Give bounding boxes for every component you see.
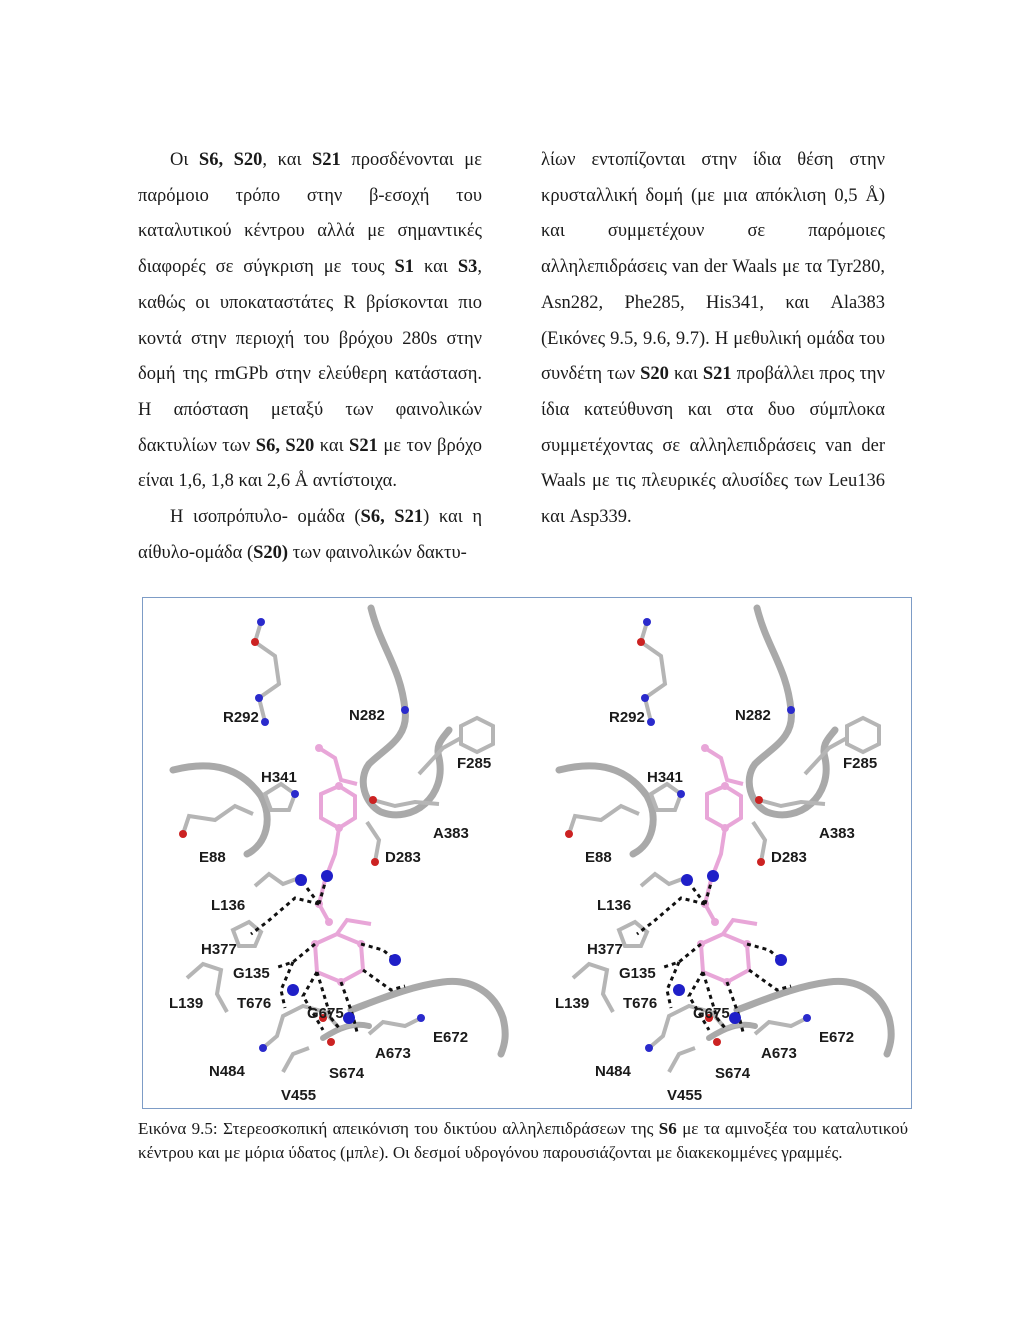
compound-label: S1 bbox=[394, 257, 415, 278]
text-run: ) και η αίθυλο-ομάδα ( bbox=[138, 507, 482, 563]
text-run: Οι bbox=[170, 150, 199, 170]
paragraph-van-der-waals bbox=[541, 143, 885, 536]
label-e88: E88 bbox=[199, 849, 226, 866]
label-d283: D283 bbox=[385, 849, 421, 866]
label-g135: G135 bbox=[619, 965, 656, 982]
compound-label: S21 bbox=[312, 150, 341, 170]
label-n484: N484 bbox=[595, 1063, 631, 1080]
label-h377: H377 bbox=[587, 941, 623, 958]
label-f285: F285 bbox=[843, 755, 878, 772]
label-h341: H341 bbox=[261, 769, 297, 786]
figure-caption bbox=[138, 1117, 908, 1165]
label-h377: H377 bbox=[201, 941, 237, 958]
label-v455: V455 bbox=[667, 1087, 703, 1104]
label-n282: N282 bbox=[349, 707, 385, 724]
label-s674: S674 bbox=[329, 1065, 365, 1082]
caption-text bbox=[138, 1117, 908, 1165]
label-a673: A673 bbox=[375, 1045, 411, 1062]
left-column bbox=[138, 143, 482, 571]
label-a383: A383 bbox=[433, 825, 469, 842]
compound-label: S6, S20 bbox=[255, 435, 315, 456]
compound-label: S6, S20 bbox=[198, 150, 263, 170]
text-run: και bbox=[314, 435, 350, 456]
label-r292: R292 bbox=[223, 709, 259, 726]
label-a673: A673 bbox=[761, 1045, 797, 1062]
label-g135: G135 bbox=[233, 965, 270, 982]
right-column bbox=[541, 143, 885, 536]
label-n484: N484 bbox=[209, 1063, 245, 1080]
label-e88: E88 bbox=[585, 849, 612, 866]
text-run: και bbox=[668, 364, 703, 385]
text-run: με τα αμινοξέα του καταλυτικού κέντρου και με μόρια ύδατος (μπλε). Οι δεσμοί υδρογόνου παρουσιάζονται με διακεκομμένες γραμμές. bbox=[138, 1119, 908, 1162]
paragraph-isopropyl-group bbox=[138, 500, 482, 571]
label-r292: R292 bbox=[609, 709, 645, 726]
text-run: , καθώς οι υποκαταστάτες R βρίσκονται πιο κοντά στην περιοχή του βρόχου 280s στην δομή της rmGPb στην ελεύθερη κατάσταση. Η απόσταση μεταξύ των φαινολικών δακτυλίων των bbox=[138, 257, 482, 456]
label-l136: L136 bbox=[211, 897, 246, 914]
compound-label: S6, S21 bbox=[360, 507, 424, 528]
label-f285: F285 bbox=[457, 755, 492, 772]
label-g675: G675 bbox=[307, 1005, 344, 1022]
text-run: προβάλλει προς την ίδια κατεύθυνση και στα δυο σύμπλοκα συμμετέχοντας σε αλληλεπιδράσεις van der Waals με τις πλευρικές αλυσίδες των Leu136 και Asp339. bbox=[541, 364, 885, 528]
label-t676: T676 bbox=[623, 995, 658, 1012]
label-n282: N282 bbox=[735, 707, 771, 724]
label-t676: T676 bbox=[237, 995, 272, 1012]
compound-label: S6 bbox=[658, 1119, 677, 1138]
label-d283: D283 bbox=[771, 849, 807, 866]
label-a383: A383 bbox=[819, 825, 855, 842]
text-run: με τον βρόχο είναι 1,6, 1,8 και 2,6 Å αντίστοιχα. bbox=[138, 435, 482, 492]
label-v455: V455 bbox=[281, 1087, 317, 1104]
text-run: , και bbox=[262, 150, 313, 170]
label-l136: L136 bbox=[597, 897, 632, 914]
label-s674: S674 bbox=[715, 1065, 751, 1082]
label-l139: L139 bbox=[169, 995, 204, 1012]
compound-label: S3 bbox=[457, 257, 478, 278]
label-g675: G675 bbox=[693, 1005, 730, 1022]
text-run: Εικόνα 9.5: Στερεοσκοπική απεικόνιση του δικτύου αλληλεπιδράσεων της bbox=[138, 1119, 659, 1138]
stereo-view-svg bbox=[143, 598, 912, 1109]
text-run: και bbox=[414, 257, 458, 278]
compound-label: S21 bbox=[349, 435, 378, 456]
stereo-figure bbox=[142, 597, 912, 1109]
compound-label: S20) bbox=[253, 542, 289, 563]
label-e672: E672 bbox=[433, 1029, 469, 1046]
compound-label: S20 bbox=[640, 364, 669, 385]
label-l139: L139 bbox=[555, 995, 590, 1012]
text-run: των φαινολικών δακτυ- bbox=[288, 542, 467, 563]
label-h341: H341 bbox=[647, 769, 683, 786]
label-e672: E672 bbox=[819, 1029, 855, 1046]
paragraph-binding-similarity bbox=[138, 143, 482, 500]
compound-label: S21 bbox=[702, 364, 732, 385]
text-run: Η ισοπρόπυλο- ομάδα ( bbox=[170, 507, 361, 528]
text-run: προσδένονται με παρόμοιο τρόπο στην β-εσοχή του καταλυτικού κέντρου αλλά με σημαντικές διαφορές σε σύγκριση με τους bbox=[138, 150, 482, 278]
text-run: λίων εντοπίζονται στην ίδια θέση στην κρυσταλλική δομή (με μια απόκλιση 0,5 Å) και συμμετέχουν σε παρόμοιες αλληλεπιδράσεις van der Waals με τα Tyr280, Asn282, Phe285, His341, και Ala383 (Εικόνες 9.5, 9.6, 9.7). Η μεθυλική ομάδα του συνδέτη των bbox=[541, 150, 885, 385]
